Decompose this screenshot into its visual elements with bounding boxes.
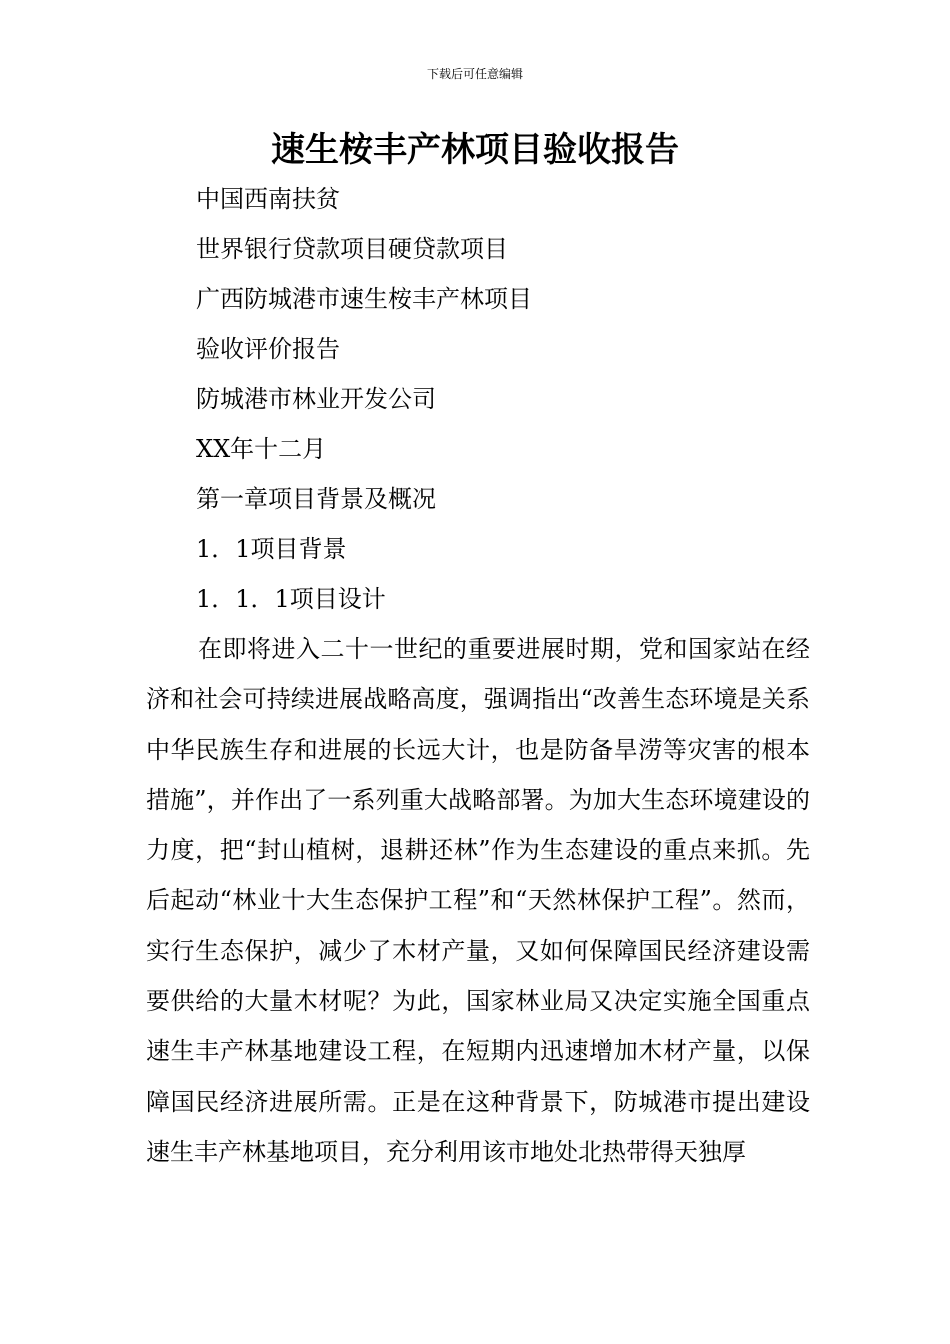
cover-line-report-type: 验收评价报告 — [196, 335, 340, 363]
cover-lines — [196, 177, 816, 627]
body-paragraph: 在即将进入二十一世纪的重要进展时期，党和国家站在经济和社会可持续进展战略高度，强调指出“改善生态环境是关系中华民族生存和进展的长远大计，也是防备旱涝等灾害的根本措施”，并作出了一系列重大战略部署。为加大生态环境建设的力度，把“封山植树，退耕还林”作为生态建设的重点来抓。先后起动“林业十大生态保护工程”和“天然林保护工程”。然而，实行生态保护，减少了木材产量，又如何保障国民经济建设需要供给的大量木材呢？为此，国家林业局又决定实施全国重点速生丰产林基地建设工程，在短期内迅速增加木材产量，以保障国民经济进展所需。正是在这种背景下，防城港市提出建设速生丰产林基地项目，充分利用该市地处北热带得天独厚 — [146, 635, 810, 1166]
cover-line-loan-type: 世界银行贷款项目硬贷款项目 — [196, 235, 508, 263]
cover-line-project-name: 广西防城港市速生桉丰产林项目 — [196, 285, 532, 313]
cover-line-region: 中国西南扶贫 — [196, 185, 340, 213]
cover-line-organization: 防城港市林业开发公司 — [196, 385, 436, 413]
chapter-heading: 第一章项目背景及概况 — [196, 485, 436, 513]
subsection-heading: 1．1．1项目设计 — [196, 585, 386, 613]
cover-line-date: XX年十二月 — [196, 435, 327, 463]
document-title: 速生桉丰产林项目验收报告 — [271, 130, 679, 170]
section-heading: 1．1项目背景 — [196, 535, 347, 563]
header-note: 下载后可任意编辑 — [426, 67, 523, 81]
